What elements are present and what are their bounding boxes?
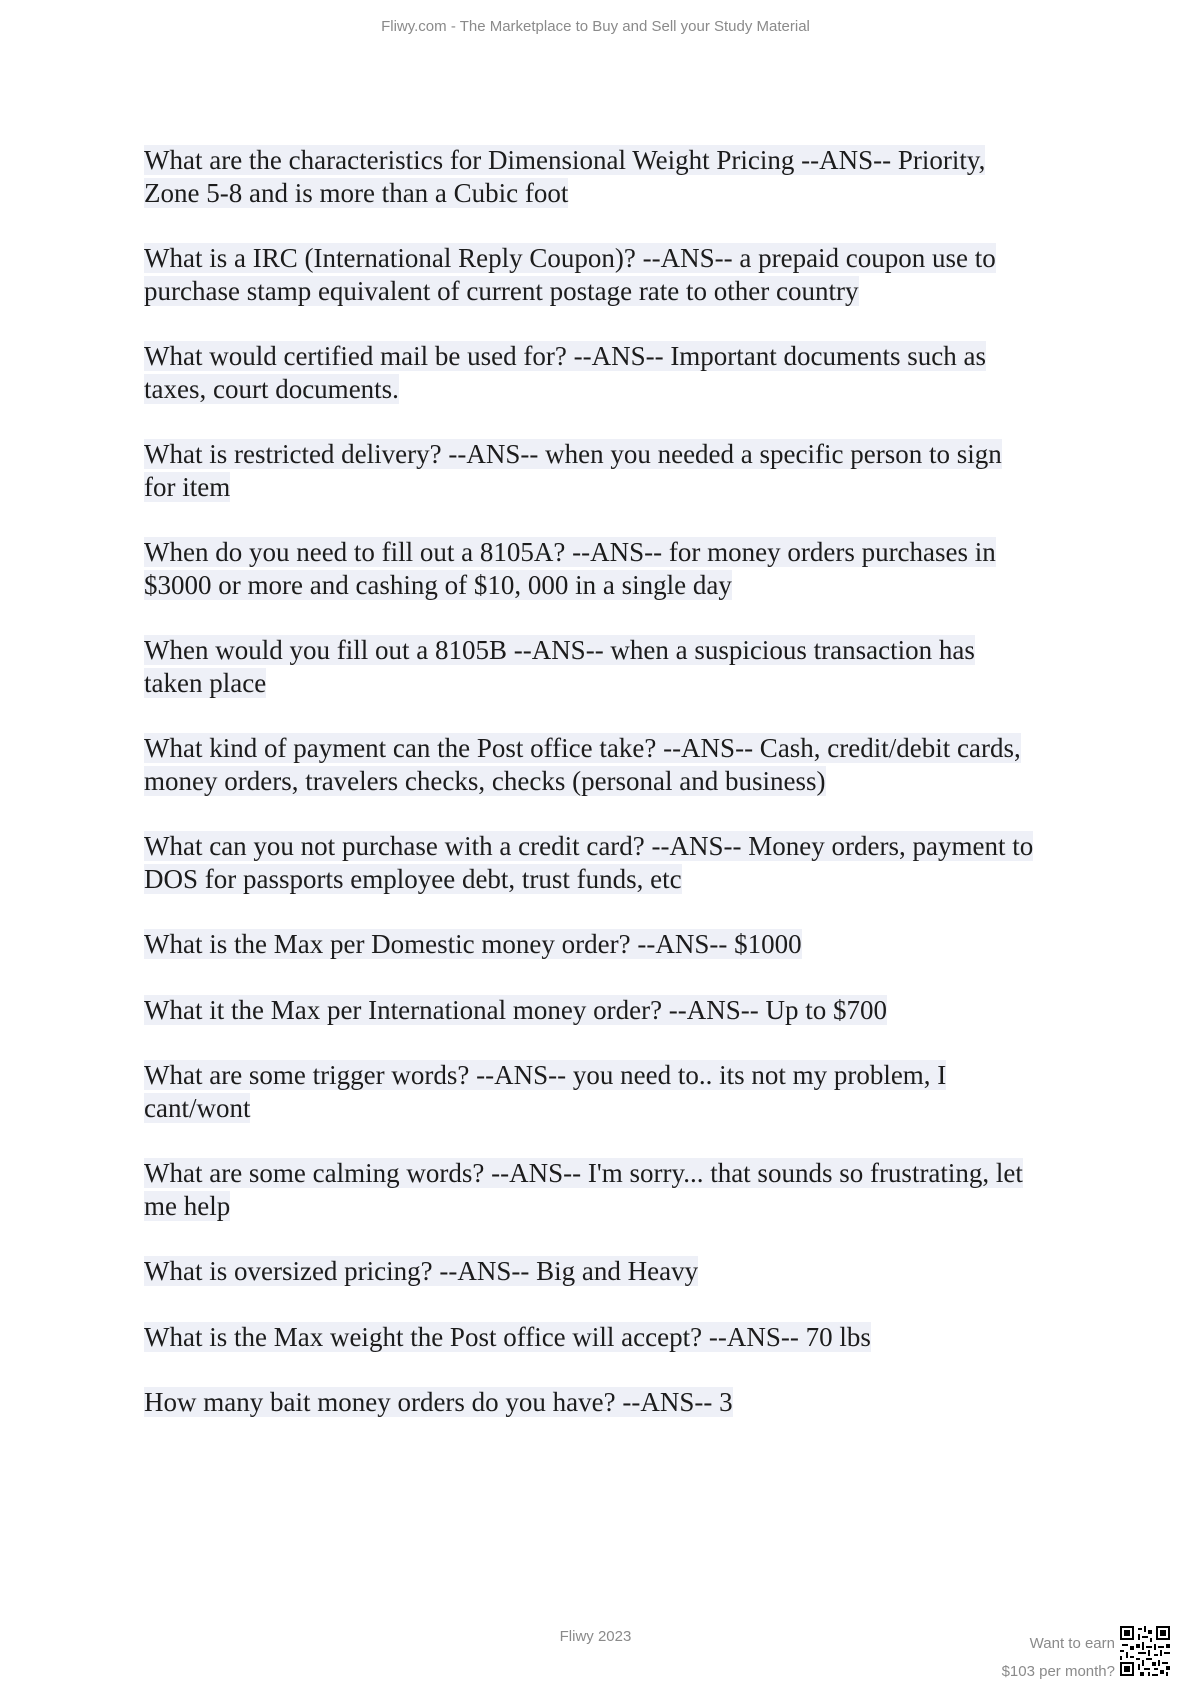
- qa-text: How many bait money orders do you have? --ANS-- 3: [144, 1387, 733, 1417]
- qa-text: What is a IRC (International Reply Coupon)? --ANS-- a prepaid coupon use to: [144, 243, 996, 273]
- qa-item: [144, 144, 1084, 209]
- qa-item: [144, 1059, 1084, 1124]
- qa-text: What is the Max weight the Post office will accept? --ANS-- 70 lbs: [144, 1321, 871, 1352]
- qa-item: [144, 1255, 1084, 1288]
- qa-text-line: [144, 438, 1084, 471]
- qa-text-line: [144, 1157, 1084, 1190]
- qa-text-line: [144, 144, 1084, 177]
- qa-text: What are the characteristics for Dimensional Weight Pricing --ANS-- Priority,: [144, 145, 986, 175]
- qa-text: What are some trigger words? --ANS-- you need to.. its not my problem, I: [144, 1060, 947, 1090]
- footer-brand: Fliwy 2023: [559, 1628, 632, 1645]
- qa-text-line: [144, 863, 1084, 896]
- qa-text: What are some calming words? --ANS-- I'm sorry... that sounds so frustrating, let: [144, 1158, 1023, 1188]
- qa-text-line: [144, 275, 1084, 308]
- qa-text-line: [144, 1059, 1084, 1092]
- qa-item: [144, 634, 1084, 699]
- qa-list: [144, 144, 1084, 1452]
- qa-item: [144, 438, 1084, 503]
- qa-text-line: [144, 177, 1084, 210]
- qa-text: $3000 or more and cashing of $10, 000 in a single day: [144, 569, 732, 600]
- qa-item: [144, 1321, 1084, 1354]
- qa-text-line: [144, 732, 1084, 765]
- qa-text: What is oversized pricing? --ANS-- Big and Heavy: [144, 1256, 699, 1286]
- qa-item: [144, 242, 1084, 307]
- qa-text: What it the Max per International money order? --ANS-- Up to $700: [144, 994, 888, 1025]
- qa-text-line: [144, 1255, 1084, 1288]
- qa-text: money orders, travelers checks, checks (personal and business): [144, 765, 826, 796]
- page-header: Fliwy.com - The Marketplace to Buy and Sell your Study Material: [381, 18, 810, 35]
- qa-text-line: [144, 471, 1084, 504]
- qa-text-line: [144, 667, 1084, 700]
- qa-text: cant/wont: [144, 1092, 251, 1123]
- qr-code-icon[interactable]: [1120, 1626, 1170, 1676]
- qa-text-line: [144, 569, 1084, 602]
- qa-text: What would certified mail be used for? --ANS-- Important documents such as: [144, 341, 986, 371]
- qa-item: [144, 1386, 1084, 1419]
- qa-item: [144, 340, 1084, 405]
- qa-text: DOS for passports employee debt, trust funds, etc: [144, 863, 682, 894]
- qa-text: When would you fill out a 8105B --ANS-- when a suspicious transaction has: [144, 635, 975, 665]
- qa-item: [144, 928, 1084, 961]
- qa-text-line: [144, 1190, 1084, 1223]
- qa-text: What is restricted delivery? --ANS-- when you needed a specific person to sign: [144, 439, 1002, 469]
- promo-text[interactable]: [1002, 1630, 1115, 1686]
- qa-text-line: [144, 830, 1084, 863]
- qa-text-line: [144, 1386, 1084, 1419]
- qa-text: me help: [144, 1190, 231, 1221]
- qa-text: purchase stamp equivalent of current postage rate to other country: [144, 275, 859, 306]
- qa-item: [144, 536, 1084, 601]
- qa-item: [144, 732, 1084, 797]
- qa-text-line: [144, 1321, 1084, 1354]
- qa-text: Zone 5-8 and is more than a Cubic foot: [144, 177, 569, 208]
- qa-text: for item: [144, 471, 231, 502]
- qa-text: taxes, court documents.: [144, 373, 399, 404]
- qa-text: taken place: [144, 667, 267, 698]
- qa-text-line: [144, 373, 1084, 406]
- promo-line-2: $103 per month?: [1001, 1663, 1115, 1680]
- qa-text-line: [144, 1092, 1084, 1125]
- qa-item: [144, 994, 1084, 1027]
- qa-text-line: [144, 765, 1084, 798]
- qa-item: [144, 830, 1084, 895]
- qa-text: What can you not purchase with a credit card? --ANS-- Money orders, payment to: [144, 831, 1034, 861]
- promo-line-1: Want to earn: [1029, 1635, 1115, 1652]
- qa-text-line: [144, 928, 1084, 961]
- qa-text: What kind of payment can the Post office take? --ANS-- Cash, credit/debit cards,: [144, 733, 1021, 763]
- qa-text: When do you need to fill out a 8105A? --ANS-- for money orders purchases in: [144, 537, 996, 567]
- qa-text-line: [144, 634, 1084, 667]
- qa-text: What is the Max per Domestic money order? --ANS-- $1000: [144, 929, 802, 959]
- qa-text-line: [144, 340, 1084, 373]
- qa-text-line: [144, 536, 1084, 569]
- qa-item: [144, 1157, 1084, 1222]
- qa-text-line: [144, 994, 1084, 1027]
- qa-text-line: [144, 242, 1084, 275]
